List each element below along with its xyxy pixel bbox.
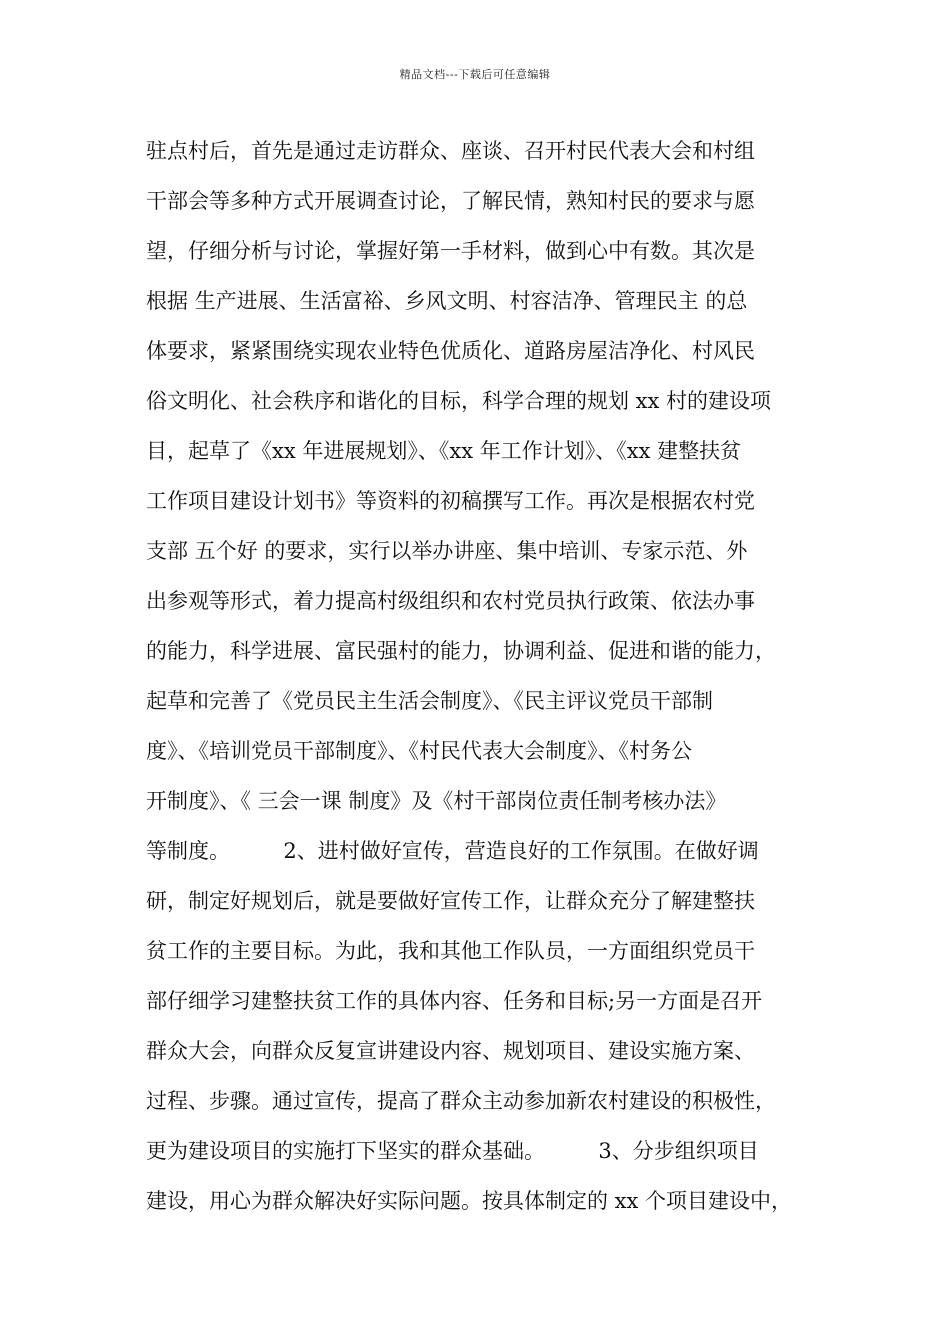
text-line: 的能力，科学进展、富民强村的能力，协调利益、促进和谐的能力， [146,639,776,663]
body-text [146,133,826,1233]
text-line: 出参观等形式，着力提高村级组织和农村党员执行政策、依法办事 [146,589,755,613]
text-line: 望，仔细分析与讨论，掌握好第一手材料，做到心中有数。其次是 [146,239,755,263]
text-line: 工作项目建设计划书》等资料的初稿撰写工作。再次是根据农村党 [146,489,755,513]
text-line: 部仔细学习建整扶贫工作的具体内容、任务和目标;另一方面是召开 [146,989,763,1013]
page-header: 精品文档---下载后可任意编辑 [399,68,551,81]
text-line: 干部会等多种方式开展调查讨论，了解民情，熟知村民的要求与愿 [146,189,755,213]
text-line: 目，起草了《xx 年进展规划》、《xx 年工作计划》、《xx 建整扶贫 [146,439,742,463]
text-line: 驻点村后，首先是通过走访群众、座谈、召开村民代表大会和村组 [146,139,755,163]
text-line: 过程、步骤。通过宣传，提高了群众主动参加新农村建设的积极性， [146,1089,776,1113]
text-line: 群众大会，向群众反复宣讲建设内容、规划项目、建设实施方案、 [146,1039,755,1063]
text-line: 建设，用心为群众解决好实际问题。按具体制定的 xx 个项目建设中， [146,1189,793,1213]
text-line: 根据 生产进展、生活富裕、乡风文明、村容洁净、管理民主 的总 [146,289,748,313]
text-line: 开制度》、《 三会一课 制度》及《村干部岗位责任制考核办法》 [146,789,727,813]
text-line: 度》、《培训党员干部制度》、《村民代表大会制度》、《村务公 [146,739,692,763]
text-line: 体要求，紧紧围绕实现农业特色优质化、道路房屋洁净化、村风民 [146,339,755,363]
text-line: 更为建设项目的实施打下坚实的群众基础。 3、分步组织项目 [146,1139,759,1163]
text-line: 等制度。 2、进村做好宣传，营造良好的工作氛围。在做好调 [146,839,759,863]
text-line: 俗文明化、社会秩序和谐化的目标，科学合理的规划 xx 村的建设项 [146,389,772,413]
text-line: 起草和完善了《党员民主生活会制度》、《民主评议党员干部制 [146,689,713,713]
text-line: 贫工作的主要目标。为此，我和其他工作队员，一方面组织党员干 [146,939,755,963]
text-line: 支部 五个好 的要求，实行以举办讲座、集中培训、专家示范、外 [146,539,748,563]
text-line: 研，制定好规划后，就是要做好宣传工作，让群众充分了解建整扶 [146,889,755,913]
